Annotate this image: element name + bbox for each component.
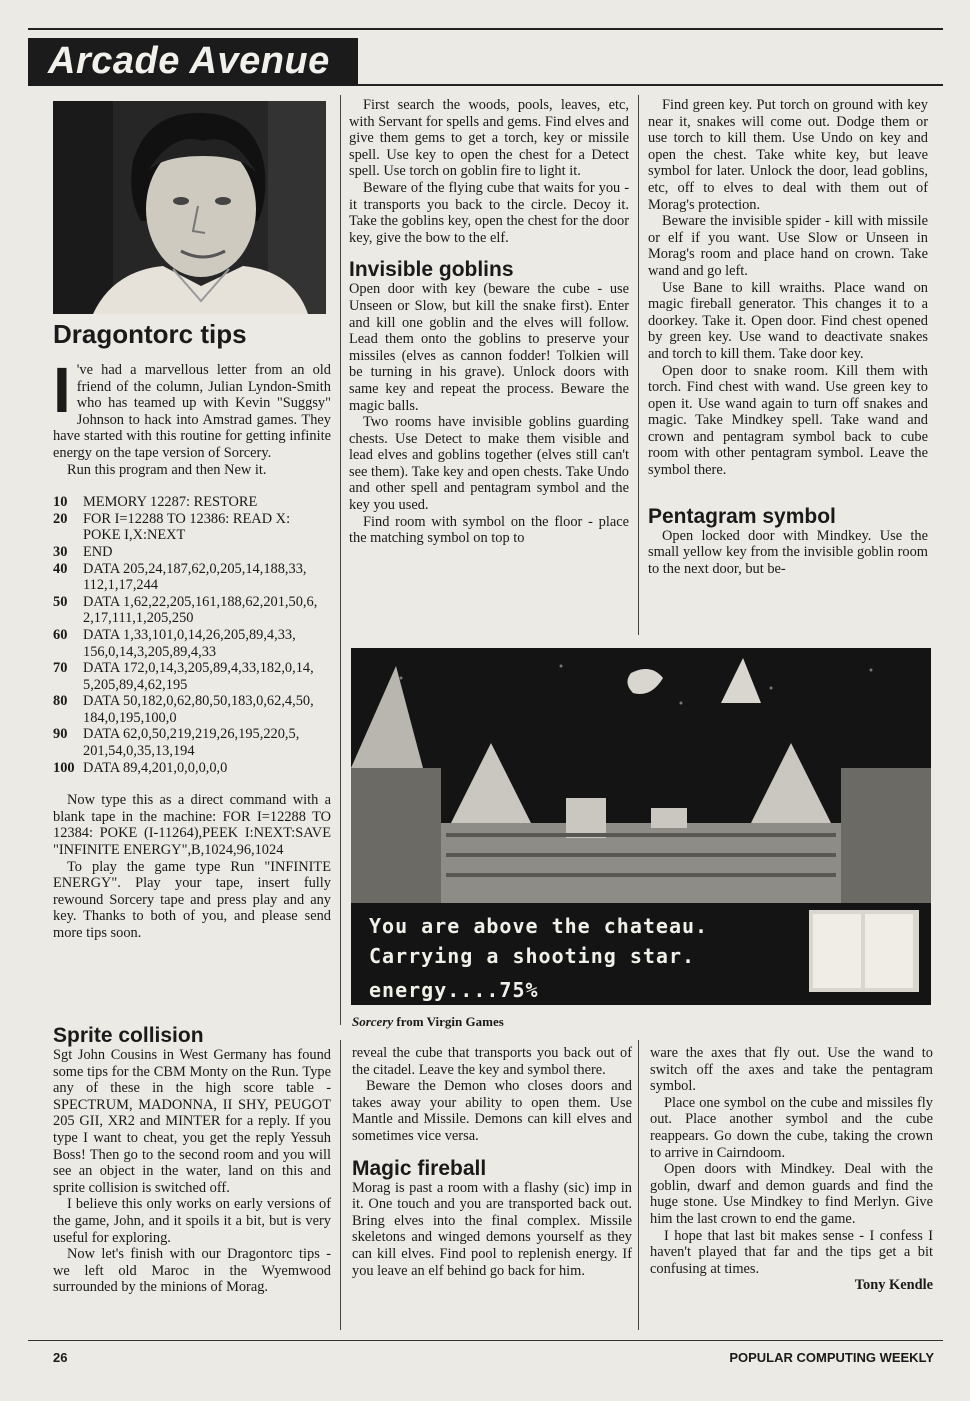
body-paragraph: Open door with key (beware the cube - use Unseen or Slow, but kill the snake first). Enter and kill one goblin and the elves will follow. Lead them onto the goblins to preserve your missiles (elves as cannon fodder! Tolkien will be turning in his grave). Unlock doors with same key and repeat the process. Beware the magic balls. [349,281,629,414]
column-2-top [349,97,629,547]
author-photo [53,101,326,314]
screenshot-caption: Sorcery from Virgin Games [352,1014,504,1029]
body-paragraph: I hope that last bit makes sense - I confess I haven't played that far and the tips get a bit confusing at times. [650,1227,933,1277]
page-number: 26 [53,1350,68,1365]
game-status-line-2: Carrying a shooting star. [369,944,696,968]
column-3-top [648,97,928,577]
body-paragraph: reveal the cube that transports you back out of the citadel. Leave the key and symbol there. [352,1045,632,1078]
top-rule [28,28,943,30]
game-status-line-1: You are above the chateau. [369,914,709,938]
bottom-rule [28,1340,943,1341]
program-line: 50 DATA 1,62,22,205,161,188,62,201,50,6, 2,17,111,1,205,250 [53,593,318,627]
program-line: 30 END [53,543,113,560]
program-line: 40 DATA 205,24,187,62,0,205,14,188,33, 112,1,17,244 [53,560,307,594]
headline-invisible-goblins: Invisible goblins [349,258,514,282]
column-1-top [53,354,331,942]
program-line: 100 DATA 89,4,201,0,0,0,0,0 [53,759,228,776]
column-divider [340,1040,341,1330]
body-paragraph: Use Bane to kill wraiths. Place wand on magic fireball generator. This changes it to a doorkey. Take it. Open door. Find chest opened by green key. Use wand to deactivate snakes and torch to kill them. Take door key. [648,279,928,362]
headline-magic-fireball: Magic fireball [352,1156,487,1180]
headline-sprite-collision: Sprite collision [53,1024,204,1047]
headline-dragontorc: Dragontorc tips [53,319,247,349]
program-line: 60 DATA 1,33,101,0,14,26,205,89,4,33, 156,0,14,3,205,89,4,33 [53,626,296,660]
drop-cap: I [53,354,71,426]
column-divider [638,1040,639,1330]
body-paragraph: Find room with symbol on the floor - place the matching symbol on top to [349,513,629,547]
publication-name: POPULAR COMPUTING WEEKLY [729,1350,934,1365]
body-paragraph: Sgt John Cousins in West Germany has found some tips for the CBM Monty on the Run. Type any of these in the high score table - SPECTRUM, MADONNA, II SHY, PEUGOT 205 GII, XR2 and MINTER for a reply. If you type I want to cheat, you get the reply Yessuh Boss! Then go to the second room and you will see an object in the water, land on this and sprite collision is switched off. [53,1047,331,1196]
program-line: 70 DATA 172,0,14,3,205,89,4,33,182,0,14, 5,205,89,4,62,195 [53,660,314,693]
section-title: Arcade Avenue [28,38,358,86]
column-2-bottom [352,1045,632,1279]
body-paragraph: Morag is past a room with a flashy (sic) imp in it. One touch and you are transported back out. Bring elves into the final complex. Missile skeletons and winged demons yourself as they can kill elves. Find pool to replenish energy. If you leave an elf behind go back for him. [352,1179,632,1279]
intro-paragraph-2: Run this program and then New it. [67,461,267,478]
byline: Tony Kendle [854,1277,933,1294]
basic-program-listing [53,494,331,776]
body-paragraph: Open door to snake room. Kill them with torch. Find chest with wand. Use green key to open it. Use wand again to turn off snakes and magic. Take Mindkey spell. Take wand and crown and pentagram symbol back to cube room with other pentagram symbol. Leave the symbol there. [648,362,928,479]
body-paragraph: To play the game type Run "INFINITE ENERGY". Play your tape, insert fully rewound Sorcery tape and press play and any key. Thanks to both of you, and please send more tips soon. [53,858,331,941]
body-paragraph: Find green key. Put torch on ground with key near it, snakes will come out. Dodge them or use torch to kill them. Use Undo on key and open the chest. Take white key, but leave symbol for later. Unlock the door, lead goblins, etc, off to elves to deal with them out of Morag's protection. [648,97,928,213]
game-screenshot [351,648,931,1005]
program-line: 20 FOR I=12288 TO 12386: READ X: POKE I,X:NEXT [53,510,291,544]
body-paragraph: Beware the Demon who closes doors and takes away your ability to open them. Use Mantle and Missile. Demons can kill elves and sometimes vice versa. [352,1078,632,1144]
program-line: 80 DATA 50,182,0,62,80,50,183,0,62,4,50, 184,0,195,100,0 [53,693,314,726]
body-paragraph: Open locked door with Mindkey. Use the small yellow key from the invisible goblin room to the next door, but be- [648,527,928,577]
program-line: 90 DATA 62,0,50,219,219,26,195,220,5, 201,54,0,35,13,194 [53,726,300,760]
intro-paragraph: 've had a marvellous letter from an old friend of the column, Julian Lyndon-Smith who has teamed up with Kevin "Suggsy" Johnson to hack into Amstrad games. They have started with this routine for getting infinite energy on the tape version of Sorcery. [53,362,331,461]
column-divider [638,95,639,635]
body-paragraph: Beware the invisible spider - kill with missile or elf if you want. Use Slow or Unseen in Morag's room and place hand on crown. Take wand and go left. [648,213,928,279]
body-paragraph: Now let's finish with our Dragontorc tips - we left old Maroc in the Wyemwood surrounded by the minions of Morag. [53,1246,331,1296]
body-paragraph: I believe this only works on early versions of the game, John, and it spoils it a bit, but is very useful for exploring. [53,1196,331,1246]
body-paragraph: ware the axes that fly out. Use the wand to switch off the axes and take the pentagram symbol. [650,1045,933,1095]
body-paragraph: Place one symbol on the cube and missiles fly out. Place another symbol and the cube reappears. Go down the cube, taking the crown to arrive in Cairndoom. [650,1094,933,1161]
program-line: 10 MEMORY 12287: RESTORE [53,494,258,511]
body-paragraph: First search the woods, pools, leaves, etc, with Servant for spells and gems. Find elves and give them gems to get a torch, key or missile spell. Use key to open the chest for a Detect spell. Use torch on goblin fire to light it. [349,97,629,180]
body-paragraph: Now type this as a direct command with a blank tape in the machine: FOR I=12288 TO 12384: POKE (I-11264),PEEK I:NEXT:SAVE "INFINITE ENERGY",B,1024,96,1024 [53,792,331,859]
column-3-bottom [650,1045,933,1294]
body-paragraph: Beware of the flying cube that waits for you - it transports you back to the circle. Decoy it. Take the goblins key, open the chest for the door key, give the bow to the elf. [349,179,629,246]
column-1-bottom [53,1012,331,1296]
body-paragraph: Open doors with Mindkey. Deal with the goblin, dwarf and demon guards and find the huge stone. Use Mindkey to find Merlyn. Give him the last crown to end the game. [650,1161,933,1227]
headline-pentagram-symbol: Pentagram symbol [648,504,836,528]
body-paragraph: Two rooms have invisible goblins guarding chests. Use Detect to make them visible and lead elves and goblins together (elves still can't see them). Take key and open chests. Take Undo and other spell and pentagram symbol and the key you used. [349,414,629,514]
masthead-rule [358,84,943,86]
column-divider [340,95,341,1025]
game-energy-readout: energy....75% [369,978,539,1002]
